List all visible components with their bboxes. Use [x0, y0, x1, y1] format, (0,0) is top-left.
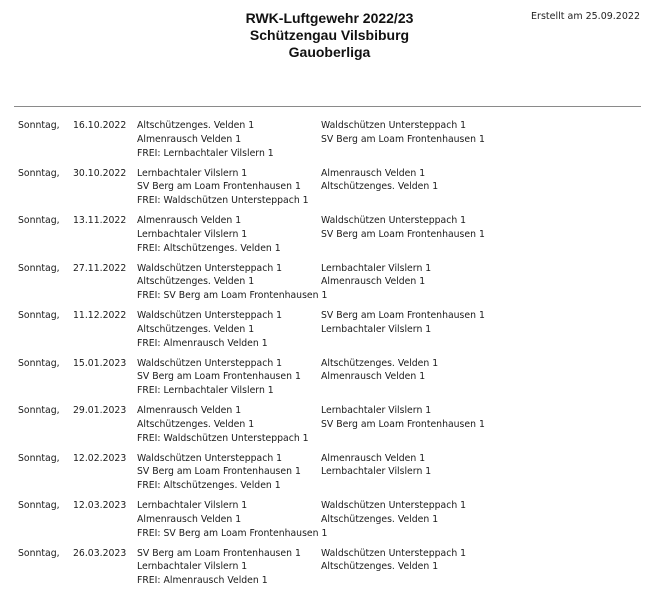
round-date: 26.03.2023: [73, 547, 127, 559]
round-day: Sonntag,: [18, 405, 60, 416]
away-team: Altschützenges. Velden 1: [321, 513, 439, 525]
home-team: SV Berg am Loam Frontenhausen 1: [137, 466, 301, 478]
created-date: Erstellt am 25.09.2022: [531, 11, 640, 22]
home-team: Altschützenges. Velden 1: [137, 418, 255, 430]
schedule-round: [0, 214, 659, 262]
away-team: SV Berg am Loam Frontenhausen 1: [321, 310, 485, 321]
away-teams-column: [321, 167, 438, 195]
away-team: Almenrausch Velden 1: [321, 452, 426, 464]
home-teams-column: [137, 547, 301, 588]
home-teams-column: [137, 499, 327, 540]
round-day: Sonntag,: [18, 167, 60, 179]
away-team: Waldschützen Untersteppach 1: [321, 215, 467, 226]
schedule-round: [0, 167, 659, 215]
home-team: Lernbachtaler Vilslern 1: [137, 167, 248, 179]
schedule-round: [0, 262, 659, 310]
away-teams-column: [321, 357, 438, 385]
round-date: 11.12.2022: [73, 310, 127, 321]
home-team: Lernbachtaler Vilslern 1: [137, 561, 248, 573]
home-teams-column: [137, 119, 274, 160]
schedule-round: [0, 119, 659, 167]
title-line-1: RWK-Luftgewehr 2022/23: [245, 10, 414, 26]
away-team: Almenrausch Velden 1: [321, 371, 426, 383]
away-teams-column: [321, 262, 431, 290]
home-team: Waldschützen Untersteppach 1: [137, 357, 283, 369]
schedule-round: [0, 309, 659, 357]
away-team: Waldschützen Untersteppach 1: [321, 500, 467, 511]
free-team: FREI: SV Berg am Loam Frontenhausen 1: [137, 527, 328, 539]
away-team: Lernbachtaler Vilslern 1: [321, 405, 432, 416]
round-date: 15.01.2023: [73, 357, 127, 369]
home-team: Almenrausch Velden 1: [137, 513, 242, 525]
away-team: Almenrausch Velden 1: [321, 167, 426, 179]
away-teams-column: [321, 547, 466, 575]
away-teams-column: [321, 452, 431, 480]
home-teams-column: [137, 404, 309, 445]
home-team: Waldschützen Untersteppach 1: [137, 452, 283, 464]
round-date: 29.01.2023: [73, 405, 127, 416]
round-day: Sonntag,: [18, 547, 60, 559]
home-teams-column: [137, 452, 301, 493]
round-day: Sonntag,: [18, 215, 60, 226]
away-teams-column: [321, 499, 466, 527]
round-day: Sonntag,: [18, 262, 60, 274]
round-day: Sonntag,: [18, 120, 60, 131]
home-team: Waldschützen Untersteppach 1: [137, 262, 283, 274]
free-team: FREI: Waldschützen Untersteppach 1: [137, 195, 309, 207]
away-team: Altschützenges. Velden 1: [321, 181, 439, 193]
home-team: SV Berg am Loam Frontenhausen 1: [137, 371, 301, 383]
home-teams-column: [137, 357, 301, 398]
away-team: Lernbachtaler Vilslern 1: [321, 262, 432, 274]
home-team: SV Berg am Loam Frontenhausen 1: [137, 181, 301, 193]
away-teams-column: [321, 404, 485, 432]
round-date: 30.10.2022: [73, 167, 127, 179]
away-team: Lernbachtaler Vilslern 1: [321, 323, 432, 335]
home-team: Altschützenges. Velden 1: [137, 323, 255, 335]
away-teams-column: [321, 119, 485, 147]
free-team: FREI: Lernbachtaler Vilslern 1: [137, 385, 274, 397]
schedule-round: [0, 499, 659, 547]
home-teams-column: [137, 214, 281, 255]
schedule-round: [0, 404, 659, 452]
away-team: Lernbachtaler Vilslern 1: [321, 466, 432, 478]
round-day: Sonntag,: [18, 500, 60, 511]
round-day: Sonntag,: [18, 310, 60, 321]
home-team: Altschützenges. Velden 1: [137, 120, 255, 131]
free-team: FREI: Lernbachtaler Vilslern 1: [137, 147, 274, 159]
home-teams-column: [137, 262, 327, 303]
away-team: SV Berg am Loam Frontenhausen 1: [321, 228, 485, 240]
free-team: FREI: Almenrausch Velden 1: [137, 337, 268, 349]
round-date: 27.11.2022: [73, 262, 127, 274]
away-team: Waldschützen Untersteppach 1: [321, 547, 467, 559]
home-team: Almenrausch Velden 1: [137, 133, 242, 145]
schedule-round: [0, 357, 659, 405]
away-team: Almenrausch Velden 1: [321, 276, 426, 288]
free-team: FREI: Altschützenges. Velden 1: [137, 480, 281, 492]
round-day: Sonntag,: [18, 452, 60, 464]
schedule-round: [0, 547, 659, 595]
round-date: 16.10.2022: [73, 120, 127, 131]
home-team: Almenrausch Velden 1: [137, 405, 242, 416]
away-team: Waldschützen Untersteppach 1: [321, 120, 467, 131]
away-team: SV Berg am Loam Frontenhausen 1: [321, 133, 485, 145]
free-team: FREI: Almenrausch Velden 1: [137, 575, 268, 587]
round-date: 12.02.2023: [73, 452, 127, 464]
home-team: Lernbachtaler Vilslern 1: [137, 228, 248, 240]
round-date: 12.03.2023: [73, 500, 127, 511]
home-team: Almenrausch Velden 1: [137, 215, 242, 226]
home-team: Altschützenges. Velden 1: [137, 276, 255, 288]
away-teams-column: [321, 309, 485, 337]
title-line-2: Schützengau Vilsbiburg: [249, 27, 410, 43]
away-teams-column: [321, 214, 485, 242]
home-teams-column: [137, 167, 309, 208]
free-team: FREI: SV Berg am Loam Frontenhausen 1: [137, 290, 328, 302]
away-team: SV Berg am Loam Frontenhausen 1: [321, 418, 485, 430]
home-team: Lernbachtaler Vilslern 1: [137, 500, 248, 511]
away-team: Altschützenges. Velden 1: [321, 561, 439, 573]
header-divider: [14, 106, 641, 107]
away-team: Altschützenges. Velden 1: [321, 357, 439, 369]
free-team: FREI: Waldschützen Untersteppach 1: [137, 432, 309, 444]
round-date: 13.11.2022: [73, 215, 127, 226]
schedule-round: [0, 452, 659, 500]
home-team: SV Berg am Loam Frontenhausen 1: [137, 547, 301, 559]
title-line-3: Gauoberliga: [288, 44, 371, 60]
schedule-list: [0, 119, 659, 594]
home-teams-column: [137, 309, 282, 350]
free-team: FREI: Altschützenges. Velden 1: [137, 242, 281, 254]
round-day: Sonntag,: [18, 357, 60, 369]
home-team: Waldschützen Untersteppach 1: [137, 310, 283, 321]
